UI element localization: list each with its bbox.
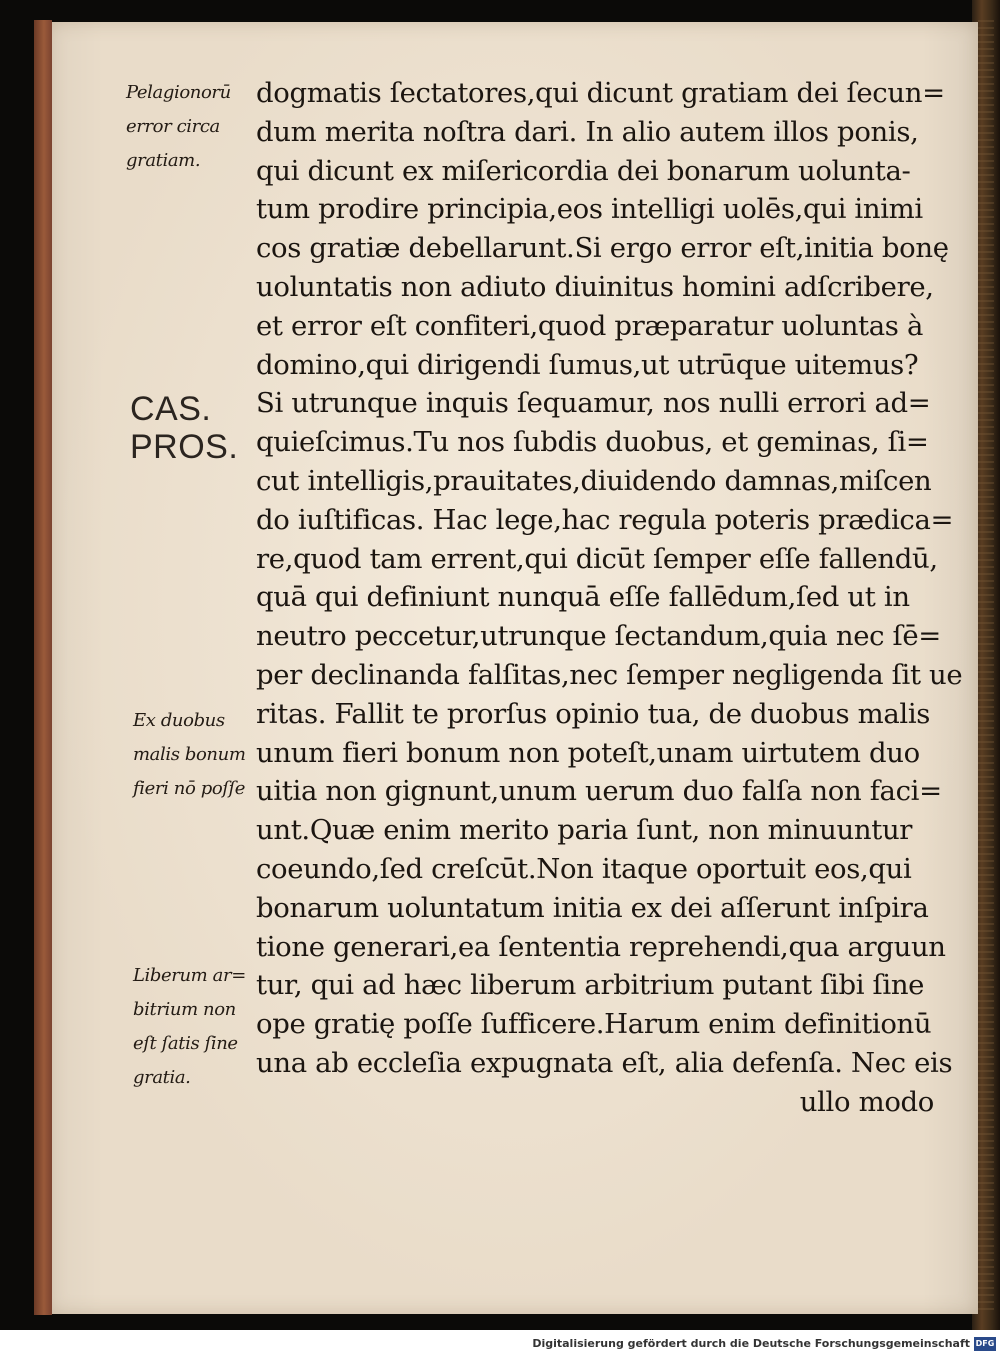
text-line: unum fieri bonum non poteſt,unam uirtutem duo [256, 736, 920, 769]
text-line: dum merita noſtra dari. In alio autem illos ponis, [256, 115, 919, 148]
text-line: qui dicunt ex miſericordia dei bonarum uolunta- [256, 154, 911, 187]
marginal-gloss-free-will [133, 959, 246, 1095]
binding-strip [34, 20, 52, 1315]
gloss-line: gratiam. [126, 150, 201, 171]
text-line: tione generari,ea ſententia reprehendi,qua arguun [256, 930, 946, 963]
text-line: cut intelligis,prauitates,diuidendo damnas,miſcen [256, 464, 932, 497]
text-line: et error eſt confiteri,quod præparatur uoluntas à [256, 309, 924, 342]
text-line: coeundo,ſed creſcūt.Non itaque oportuit eos,qui [256, 852, 912, 885]
marginal-gloss-two-evils [133, 704, 246, 806]
text-line: dogmatis ſectatores,qui dicunt gratiam dei ſecun= [256, 77, 945, 109]
gloss-line: Pelagionorū [126, 82, 231, 103]
text-line: cos gratiæ debellarunt.Si ergo error eſt,initia bonę [256, 232, 949, 265]
marginal-gloss-pelagian-error [126, 76, 231, 178]
text-line: unt.Quæ enim merito paria ſunt, non minuuntur [256, 814, 913, 847]
dfg-logo-icon: DFG [974, 1337, 996, 1351]
text-line: quā qui definiunt nunquā eſſe fallēdum,ſed ut in [256, 581, 910, 614]
gloss-line: gratia. [133, 1067, 191, 1088]
text-line: ritas. Fallit te prorſus opinio tua, de duobus malis [256, 697, 931, 730]
text-line: quieſcimus.Tu nos ſubdis duobus, et geminas, ſi= [256, 426, 929, 459]
funding-credit: Digitalisierung gefördert durch die Deutsche Forschungsgemeinschaft [532, 1337, 970, 1350]
gloss-line: error circa [126, 116, 220, 137]
speaker-cas: CAS. [130, 390, 212, 428]
catchword: ullo modo [799, 1085, 934, 1118]
text-line: neutro peccetur,utrunque ſectandum,quia nec ſē= [256, 620, 942, 653]
text-line: ope gratię poſſe ſufficere.Harum enim definitionū [256, 1008, 932, 1041]
gloss-line: fieri nō poſſe [133, 778, 246, 799]
text-line: uoluntatis non adiuto diuinitus homini adſcribere, [256, 270, 934, 303]
text-line: per declinanda falſitas,nec ſemper negligenda ſit ue [256, 658, 963, 691]
gloss-line: malis bonum [133, 744, 246, 765]
text-line: bonarum uoluntatum initia ex dei aſſerunt inſpira [256, 891, 929, 924]
text-line: do iuſtificas. Hac lege,hac regula poteris prædica= [256, 503, 954, 536]
page-edges [978, 20, 994, 1310]
speaker-pros: PROS. [130, 428, 239, 466]
main-text-block [256, 74, 963, 1122]
gloss-line: bitrium non [133, 999, 236, 1020]
text-line: re,quod tam errent,qui dicūt ſemper eſſe fallendū, [256, 542, 938, 575]
gloss-line: Ex duobus [133, 710, 225, 731]
speaker-labels [130, 390, 238, 466]
text-line: domino,qui dirigendi ſumus,ut utrūque uitemus? [256, 348, 919, 381]
text-line: tur, qui ad hæc liberum arbitrium putant ſibi ſine [256, 969, 925, 1002]
footer-bar [0, 1330, 1000, 1358]
text-line: una ab eccleſia expugnata eſt, alia defenſa. Nec eis [256, 1046, 953, 1079]
gloss-line: Liberum ar= [133, 965, 246, 986]
gloss-line: eſt ſatis ſine [133, 1033, 238, 1054]
text-line: uitia non gignunt,unum uerum duo falſa non faci= [256, 775, 942, 808]
text-line: tum prodire principia,eos intelligi uolēs,qui inimi [256, 193, 923, 226]
text-line: Si utrunque inquis ſequamur, nos nulli errori ad= [256, 387, 931, 420]
